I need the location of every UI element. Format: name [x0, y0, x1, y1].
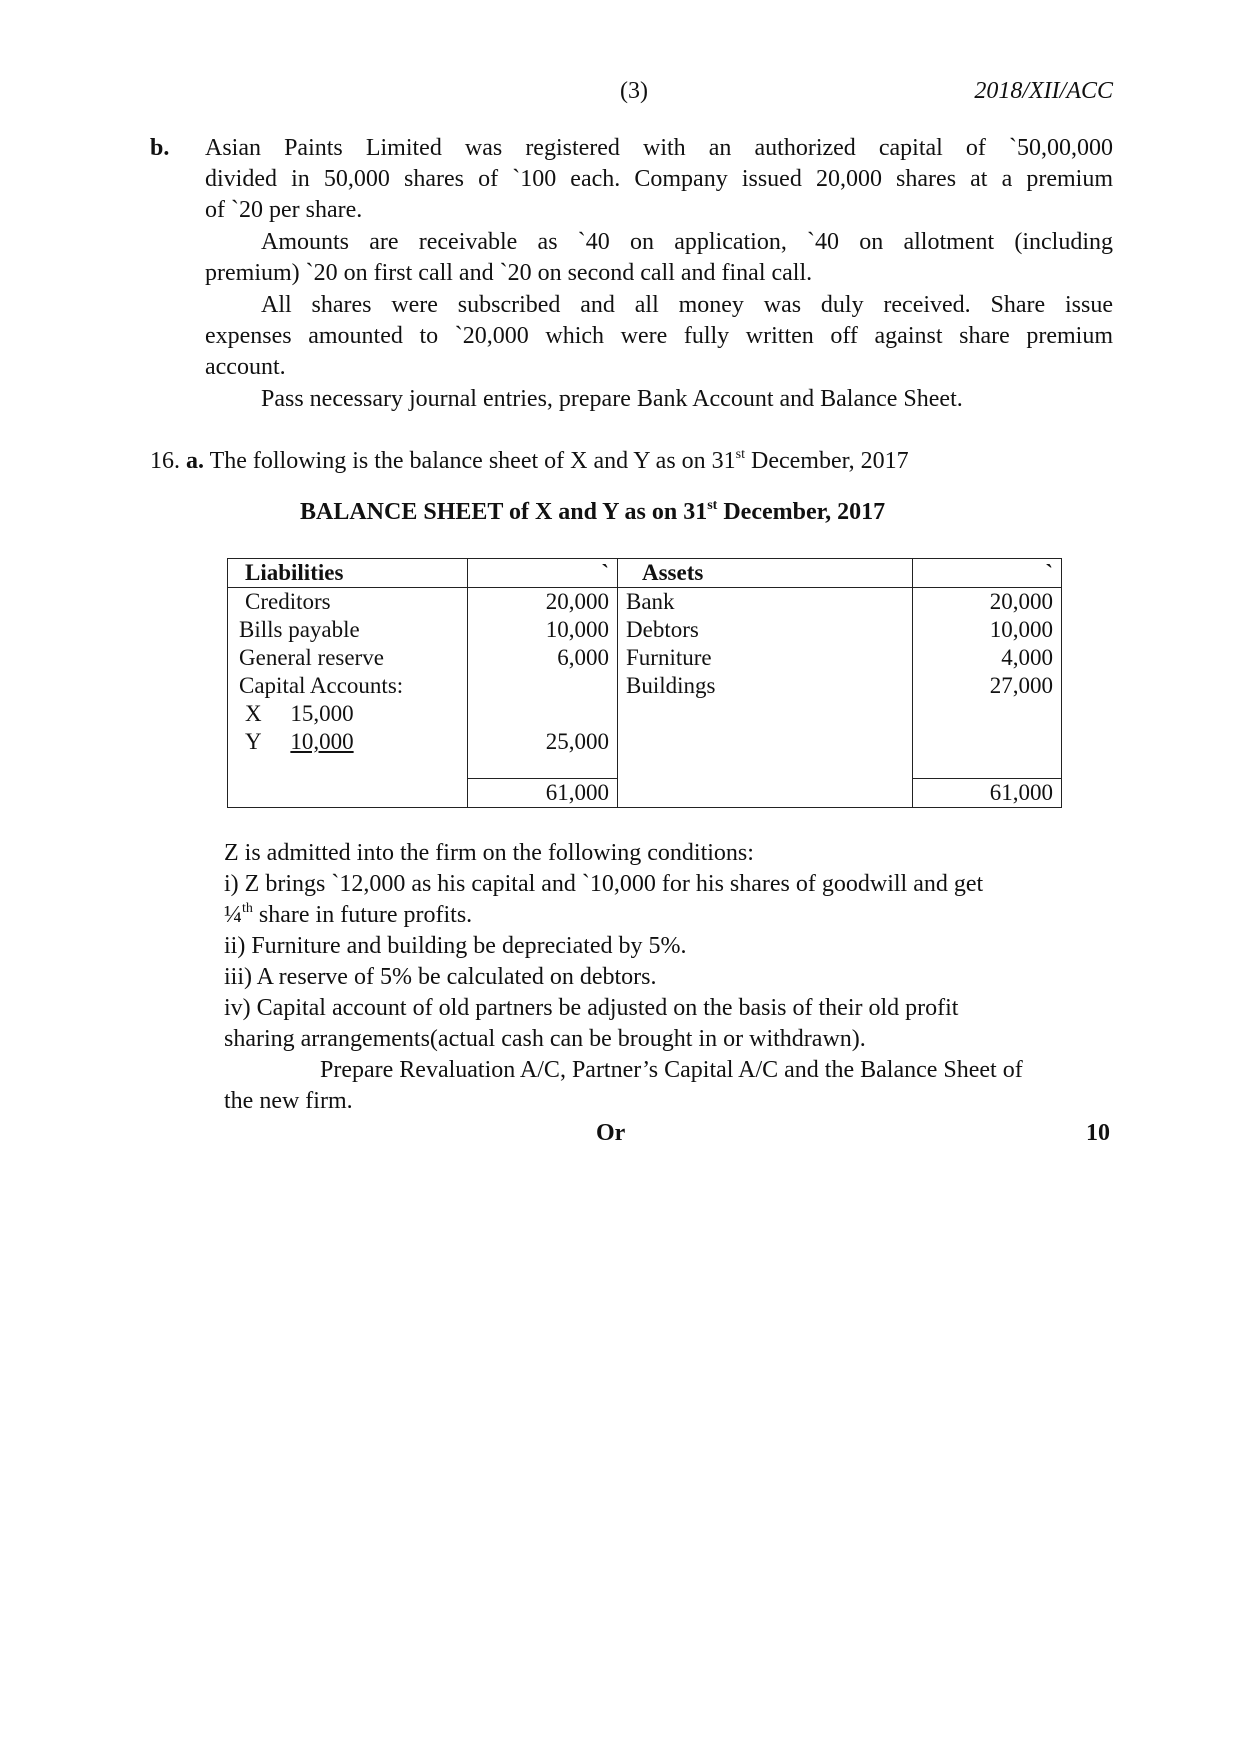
- paragraph-line: Amounts are receivable as `40 on application, `40 on allotment (including: [261, 229, 1113, 255]
- asset-name: Debtors: [618, 616, 913, 644]
- capital-total: 25,000: [468, 728, 618, 756]
- asset-name: Buildings: [618, 672, 913, 700]
- asset-amount: 10,000: [913, 616, 1062, 644]
- balance-sheet-title: BALANCE SHEET of X and Y as on 31st December, 2017: [300, 498, 886, 525]
- liabilities-amount-header: `: [468, 559, 618, 588]
- table-row: [228, 728, 1062, 756]
- or-separator: Or: [596, 1120, 626, 1146]
- assets-amount-header: `: [913, 559, 1062, 588]
- liability-amount: 10,000: [468, 616, 618, 644]
- paragraph-line: of `20 per share.: [205, 197, 363, 223]
- prepare-instruction-cont: the new firm.: [224, 1088, 353, 1114]
- liabilities-total: 61,000: [468, 778, 618, 807]
- condition-2: ii) Furniture and building be depreciated by 5%.: [224, 933, 687, 959]
- asset-amount: 4,000: [913, 644, 1062, 672]
- condition-1: i) Z brings `12,000 as his capital and `10,000 for his shares of goodwill and get: [224, 871, 984, 897]
- condition-4-cont: sharing arrangements(actual cash can be brought in or withdrawn).: [224, 1026, 866, 1052]
- liability-name: Bills payable: [228, 616, 468, 644]
- paragraph-line: All shares were subscribed and all money was duly received. Share issue: [261, 292, 1113, 318]
- table-row: [228, 672, 1062, 700]
- liability-name: General reserve: [228, 644, 468, 672]
- liabilities-header: Liabilities: [228, 559, 468, 588]
- asset-amount: 20,000: [913, 588, 1062, 617]
- table-row: [228, 616, 1062, 644]
- capital-x: X 15,000: [228, 700, 468, 728]
- conditions-intro: Z is admitted into the firm on the following conditions:: [224, 840, 754, 866]
- question-intro: 16. a. The following is the balance sheet of X and Y as on 31st December, 2017: [150, 447, 909, 474]
- paragraph-line: expenses amounted to `20,000 which were fully written off against share premium: [205, 323, 1113, 349]
- table-row: [228, 588, 1062, 617]
- condition-3: iii) A reserve of 5% be calculated on debtors.: [224, 964, 657, 990]
- liability-amount: 20,000: [468, 588, 618, 617]
- table-header-row: [228, 559, 1062, 588]
- liability-amount: [468, 672, 618, 700]
- marks: 10: [1086, 1120, 1110, 1146]
- condition-1-cont: ¼$^{th}$ share in future profits.: [224, 901, 473, 928]
- condition-4: iv) Capital account of old partners be adjusted on the basis of their old profit: [224, 995, 959, 1021]
- table-row: [228, 700, 1062, 728]
- liability-amount: 6,000: [468, 644, 618, 672]
- balance-sheet-table: [227, 558, 1062, 808]
- paragraph-line: Pass necessary journal entries, prepare Bank Account and Balance Sheet.: [261, 386, 963, 412]
- liability-name: Capital Accounts:: [228, 672, 468, 700]
- paragraph-line: account.: [205, 354, 286, 380]
- asset-amount: 27,000: [913, 672, 1062, 700]
- liability-name: Creditors: [228, 588, 468, 617]
- asset-name: Bank: [618, 588, 913, 617]
- page-number: (3): [620, 78, 648, 104]
- paper-code: 2018/XII/ACC: [974, 78, 1113, 104]
- assets-header: Assets: [618, 559, 913, 588]
- paragraph-line: Asian Paints Limited was registered with an authorized capital of `50,00,000: [205, 135, 1113, 161]
- assets-total: 61,000: [913, 778, 1062, 807]
- paragraph-line: divided in 50,000 shares of `100 each. Company issued 20,000 shares at a premium: [205, 166, 1113, 192]
- prepare-instruction: Prepare Revaluation A/C, Partner’s Capital A/C and the Balance Sheet of: [320, 1057, 1023, 1083]
- asset-name: Furniture: [618, 644, 913, 672]
- paragraph-line: premium) `20 on first call and `20 on second call and final call.: [205, 260, 813, 286]
- totals-row: [228, 778, 1062, 807]
- table-row: [228, 644, 1062, 672]
- question-label: b.: [150, 135, 170, 161]
- capital-y: Y 10,000: [228, 728, 468, 756]
